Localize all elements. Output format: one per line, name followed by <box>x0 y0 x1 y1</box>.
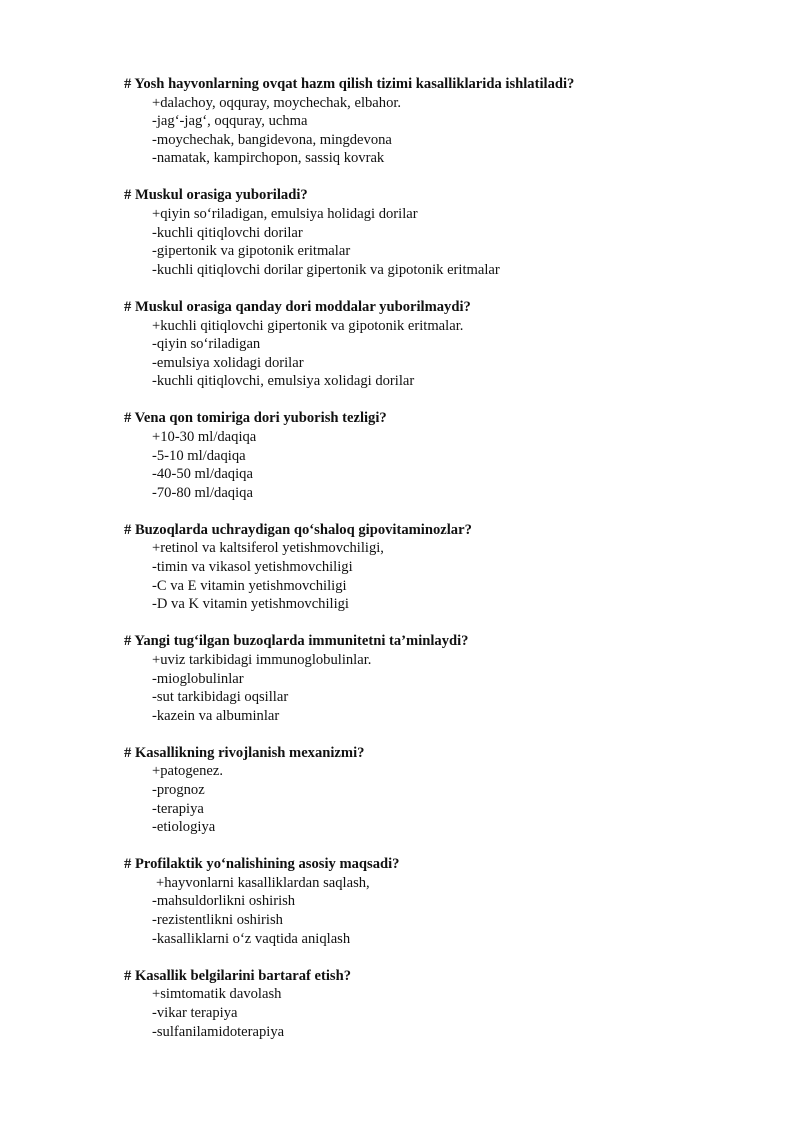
answer-option: -mahsuldorlikni oshirish <box>152 893 296 910</box>
answer-option: -sulfanilamidoterapiya <box>152 1023 285 1040</box>
answer-option: -moychechak, bangidevona, mingdevona <box>152 131 392 148</box>
answer-option: -timin va vikasol yetishmovchiligi <box>152 559 353 576</box>
question-block <box>124 632 764 725</box>
answer-option: +patogenez. <box>152 763 224 780</box>
answer-option: -C va E vitamin yetishmovchiligi <box>152 577 347 594</box>
question-block <box>124 744 764 837</box>
answer-option: +simtomatik davolash <box>152 986 282 1003</box>
answer-option: +hayvonlarni kasalliklardan saqlash, <box>156 874 370 891</box>
answer-option: +uviz tarkibidagi immunoglobulinlar. <box>152 651 372 668</box>
answer-option: -kuchli qitiqlovchi dorilar gipertonik va gipotonik eritmalar <box>152 261 500 278</box>
answer-option: +qiyin so‘riladigan, emulsiya holidagi dorilar <box>152 206 418 223</box>
answer-option: -kuchli qitiqlovchi, emulsiya xolidagi dorilar <box>152 373 415 390</box>
question-title: # Muskul orasiga yuboriladi? <box>124 187 308 204</box>
question-block <box>124 967 764 1041</box>
answer-option: -70-80 ml/daqiqa <box>152 484 253 501</box>
answer-option: -kazein va albuminlar <box>152 707 280 724</box>
question-list <box>124 75 764 1060</box>
question-title: # Kasallik belgilarini bartaraf etish? <box>124 967 352 984</box>
answer-option: +dalachoy, oqquray, moychechak, elbahor. <box>152 94 402 111</box>
answer-option: -5-10 ml/daqiqa <box>152 447 246 464</box>
question-block <box>124 298 764 391</box>
answer-option: -jag‘-jag‘, oqquray, uchma <box>152 113 308 130</box>
question-block <box>124 186 764 279</box>
answer-option: -prognoz <box>152 782 205 798</box>
answer-option: -kuchli qitiqlovchi dorilar <box>152 224 303 241</box>
answer-option: -D va K vitamin yetishmovchiligi <box>152 596 349 613</box>
answer-option: -qiyin so‘riladigan <box>152 336 261 353</box>
question-title: # Buzoqlarda uchraydigan qo‘shaloq gipovitaminozlar? <box>124 521 472 538</box>
answer-option: -sut tarkibidagi oqsillar <box>152 689 289 706</box>
answer-option: -etiologiya <box>152 819 216 836</box>
answer-option: +retinol va kaltsiferol yetishmovchiligi, <box>152 540 384 557</box>
answer-option: -mioglobulinlar <box>152 670 244 687</box>
answer-option: -40-50 ml/daqiqa <box>152 466 253 483</box>
question-title: # Kasallikning rivojlanish mexanizmi? <box>124 744 365 761</box>
question-title: # Profilaktik yo‘nalishining asosiy maqsadi? <box>124 856 400 873</box>
question-title: # Muskul orasiga qanday dori moddalar yuborilmaydi? <box>124 298 471 315</box>
answer-option: -gipertonik va gipotonik eritmalar <box>152 243 351 260</box>
answer-option: -namatak, kampirchopon, sassiq kovrak <box>152 150 385 167</box>
answer-option: -emulsiya xolidagi dorilar <box>152 354 304 371</box>
question-block <box>124 75 764 168</box>
answer-option: -terapiya <box>152 800 204 817</box>
question-block <box>124 521 764 614</box>
answer-option: +10-30 ml/daqiqa <box>152 429 257 445</box>
question-title: # Yosh hayvonlarning ovqat hazm qilish tizimi kasalliklarida ishlatiladi? <box>124 76 575 92</box>
question-title: # Yangi tug‘ilgan buzoqlarda immunitetni ta’minlaydi? <box>124 633 469 650</box>
answer-option: +kuchli qitiqlovchi gipertonik va gipotonik eritmalar. <box>152 317 464 334</box>
question-block <box>124 855 764 948</box>
answer-option: -vikar terapiya <box>152 1004 238 1021</box>
question-title: # Vena qon tomiriga dori yuborish tezligi? <box>124 410 387 427</box>
answer-option: -rezistentlikni oshirish <box>152 912 283 929</box>
question-block <box>124 409 764 502</box>
answer-option: -kasalliklarni o‘z vaqtida aniqlash <box>152 930 351 947</box>
